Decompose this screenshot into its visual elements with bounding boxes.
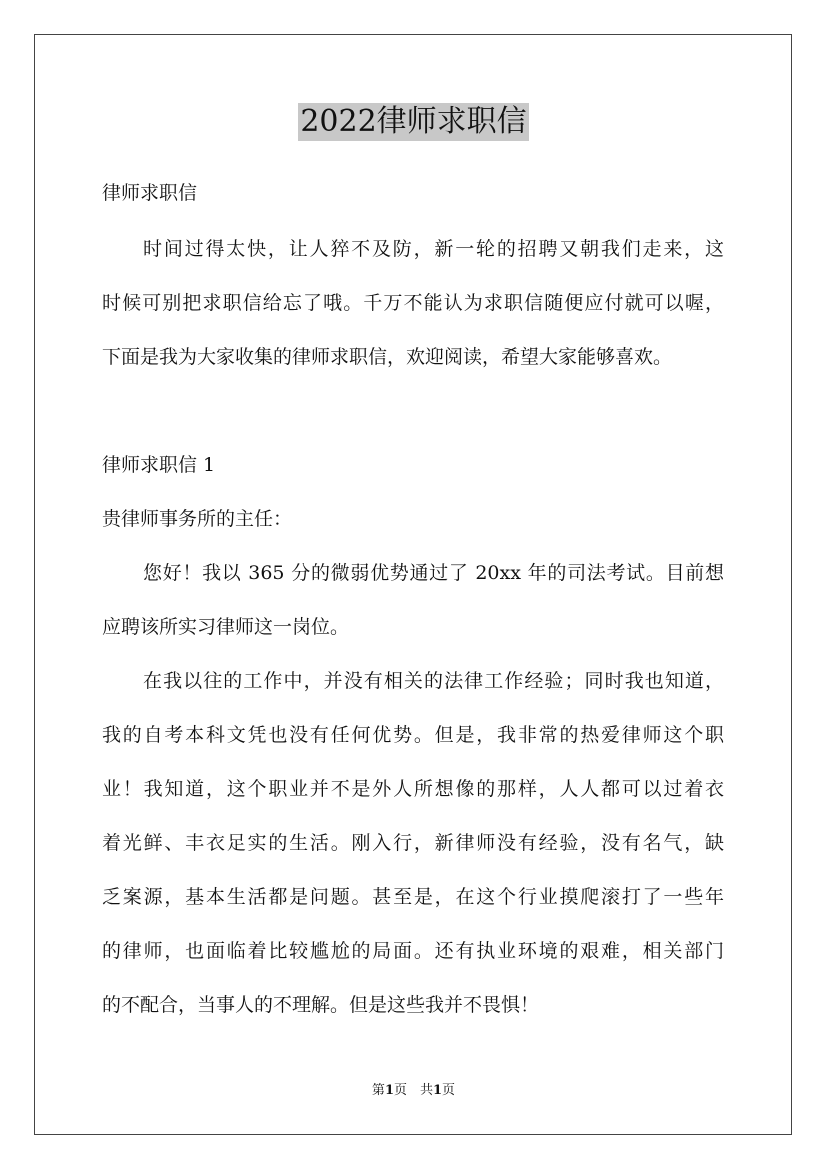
para2-line-3: 业！我知道，这个职业并不是外人所想像的那样，人人都可以过着衣 [102,778,724,800]
footer-page-suffix: 页 [442,1083,456,1098]
para2-line-1: 在我以往的工作中，并没有相关的法律工作经验；同时我也知道， [143,670,724,692]
salutation: 贵律师事务所的主任： [102,508,293,530]
para1-line-1: 您好！我以 365 分的微弱优势通过了 20xx 年的司法考试。目前想 [143,562,724,584]
para1-line-2: 应聘该所实习律师这一岗位。 [102,616,350,638]
document-title: 2022律师求职信 [300,104,527,139]
para2-line-7: 的不配合，当事人的不理解。但是这些我并不畏惧！ [102,994,540,1016]
footer-page-number: 1 [384,1083,394,1098]
intro-line-1: 时间过得太快，让人猝不及防，新一轮的招聘又朝我们走来，这 [143,238,724,260]
para2-line-4: 着光鲜、丰衣足实的生活。刚入行，新律师没有经验，没有名气，缺 [102,832,724,854]
intro-line-2: 时候可别把求职信给忘了哦。千万不能认为求职信随便应付就可以喔， [102,292,724,314]
footer-page-mid: 页 共 [393,1083,433,1098]
document-subtitle: 律师求职信 [102,182,198,204]
footer-page-prefix: 第 [371,1083,385,1098]
para2-line-6: 的律师，也面临着比较尴尬的局面。还有执业环境的艰难，相关部门 [102,940,724,962]
title-container [0,103,827,141]
footer-total-pages: 1 [433,1083,443,1098]
para2-line-5: 乏案源，基本生活都是问题。甚至是，在这个行业摸爬滚打了一些年 [102,886,724,908]
page-footer [0,1083,827,1099]
intro-line-3: 下面是我为大家收集的律师求职信，欢迎阅读，希望大家能够喜欢。 [102,346,673,368]
para2-line-2: 我的自考本科文凭也没有任何优势。但是，我非常的热爱律师这个职 [102,724,724,746]
section-heading: 律师求职信 1 [102,454,216,476]
